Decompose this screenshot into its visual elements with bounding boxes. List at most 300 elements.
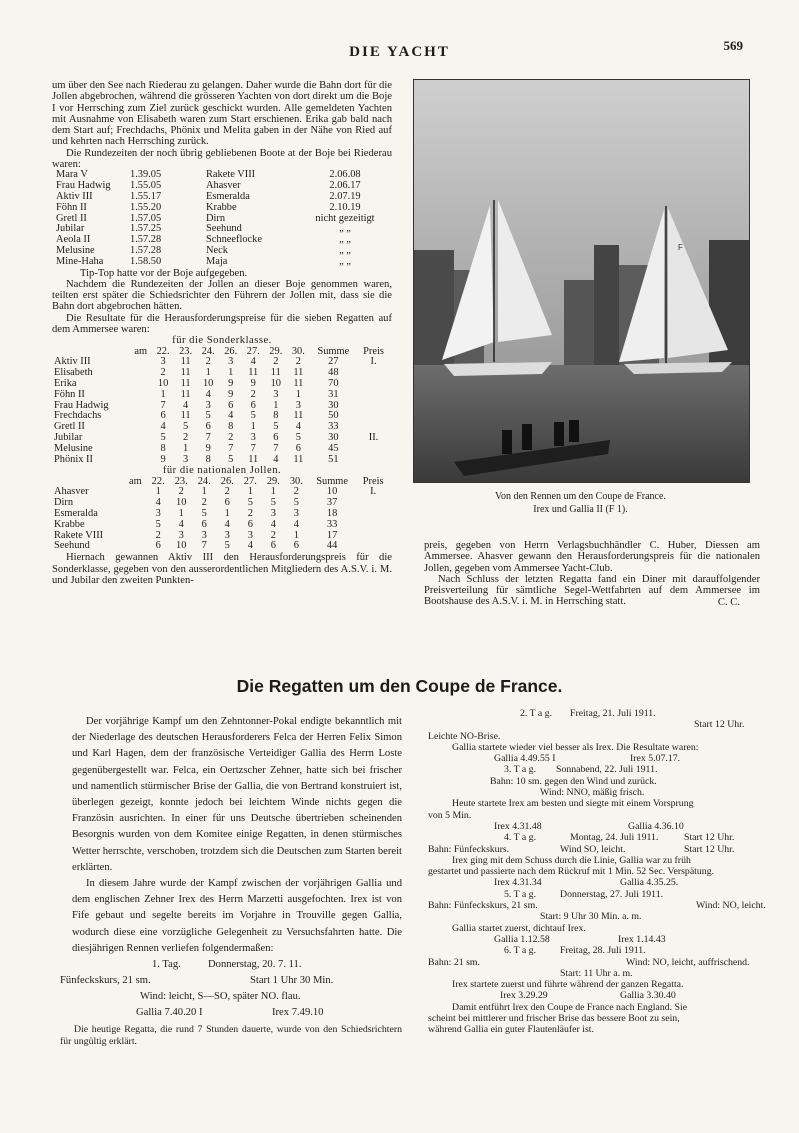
text-fragment: Sonnabend, 22. Juli 1911. <box>556 764 658 776</box>
running-title: DIE YACHT <box>349 44 450 60</box>
table-row <box>54 203 392 214</box>
text-fragment: Damit entführt Irex den Coupe de France nach England. Sie <box>452 1001 688 1013</box>
table-cell: Schneeflocke <box>206 234 262 246</box>
table-cell: 2 <box>270 529 276 541</box>
table-cell <box>130 368 152 379</box>
text-fragment: Wind SO, leicht. <box>560 843 626 855</box>
table-header-cell: 30. <box>291 345 305 357</box>
buoy-times-table <box>54 170 392 267</box>
table-cell: 6 <box>155 540 161 552</box>
table-cell: 5 <box>247 497 253 509</box>
text-line <box>420 968 772 979</box>
table-cell: 5 <box>293 497 299 509</box>
table-cell: 2.06.17 <box>329 180 361 192</box>
table-cell: Mara V <box>56 169 88 181</box>
table-cell: 5 <box>155 518 161 530</box>
table-cell: 33 <box>328 421 339 433</box>
text-line <box>420 821 772 832</box>
text-fragment: Freitag, 21. Juli 1911. <box>570 708 656 719</box>
table-cell: Ahasver <box>54 486 89 498</box>
table-cell: 48 <box>328 367 339 379</box>
table-cell: Krabbe <box>206 201 237 213</box>
table-cell: 5 <box>201 508 207 520</box>
table-cell <box>356 520 390 531</box>
text-fragment: Bahn: 21 sm. <box>428 956 480 968</box>
table-cell: Melusine <box>56 244 95 256</box>
table-header-cell: Preis <box>362 475 384 487</box>
table-cell: 70 <box>328 378 339 390</box>
text-line <box>420 1024 772 1035</box>
table-cell: 8 <box>228 421 234 433</box>
text-fragment: Gallia startete wieder viel besser als Irex. Die Resultate waren: <box>452 741 699 753</box>
text-fragment: Irex startete zuerst und führte während der ganzen Regatta. <box>452 979 684 991</box>
table-cell <box>124 520 147 531</box>
table-cell: Jubilar <box>54 432 83 443</box>
table-cell: Erika <box>54 378 77 390</box>
text-fragment: Wind: NO, leicht, auffrischend. <box>626 956 750 968</box>
race-result-line <box>72 1005 402 1021</box>
text-line <box>420 753 772 764</box>
table-cell: Aktiv III <box>56 190 93 202</box>
table-cell: 6 <box>247 518 253 530</box>
sailing-photo <box>413 79 750 483</box>
table-cell: I. <box>370 486 377 498</box>
sailboats-illustration <box>414 80 749 482</box>
article-heading: Die Regatten um den Coupe de France. <box>236 676 563 696</box>
table-cell: 4 <box>160 421 166 433</box>
table-cell: Esmeralda <box>54 508 98 520</box>
table-cell: 6 <box>293 540 299 552</box>
text-line <box>420 742 772 753</box>
table-cell: 3 <box>155 508 161 520</box>
table-cell: 1 <box>201 486 207 498</box>
page-number: 569 <box>723 38 743 53</box>
text-fragment: Start 12 Uhr. <box>684 843 735 855</box>
table-row <box>52 487 390 498</box>
text-fragment: Start 12 Uhr. <box>684 832 735 844</box>
table-cell: 18 <box>326 508 338 520</box>
table-cell: 33 <box>326 518 338 530</box>
table-cell: 7 <box>205 432 211 443</box>
table-cell <box>357 390 390 401</box>
table-cell: 7 <box>273 442 279 454</box>
text-fragment: 2. T a g. <box>520 708 553 719</box>
text-fragment: Wind: NO, leicht. <box>696 900 766 912</box>
table-cell: 2 <box>273 356 279 368</box>
table-cell: Frau Hadwig <box>56 180 111 192</box>
table-cell: Maja <box>206 255 228 267</box>
paragraph: Der vorjährige Kampf um den Zehntonner-Pokal endigte bekanntlich mit der Niederlage des deutschen Herausforderers Felca der Herren Felix Simon und Karl Hagen, dem der französische Verteidiger Gallia des Herrn Loste gegenübergestellt war. Felca, ein Oertzscher Zehner, hatte sich bei frischer und namentlich stürmischer Brise der Gallia, die von Bertrand konstruiert ist, überlegen gezeigt, konnte jedoch bei leichtem Winde nichts gegen die Französin ausrichten. In einer für uns Deutsche übertrieben scheinenden Besorgnis wurden von dem Komitee einige Regatten, in denen stürmisches Wetter herrschte, verschoben, trotzdem sich die Deutschen zum Starten bereit erklärten. <box>72 716 402 873</box>
text-line <box>420 787 772 798</box>
text-fragment: gestartet und passierte nach dem Rückruf mit 1 Min. 52 Sec. Verspätung. <box>428 866 715 878</box>
table-cell <box>130 390 152 401</box>
table-cell: 9 <box>250 378 256 390</box>
table-cell: 3 <box>224 529 230 541</box>
table-header-cell: 24. <box>197 475 211 487</box>
table-cell: II. <box>368 432 379 443</box>
table-cell: „ „ <box>339 244 351 256</box>
race-wind: Wind: leicht, S—SO, später NO. flau. <box>140 991 301 1003</box>
table-cell: 2 <box>160 367 166 379</box>
table-cell <box>130 444 152 455</box>
table-cell: 2 <box>295 356 301 368</box>
table-cell: 8 <box>205 453 211 465</box>
page-header <box>0 38 799 64</box>
table-cell: 4 <box>224 518 230 530</box>
table-header-cell: am <box>128 475 142 487</box>
table-header-cell: 27. <box>246 345 260 357</box>
text-line <box>420 877 772 888</box>
text-fragment: während Gallia ein guter Flautenläufer ist. <box>428 1024 594 1036</box>
text-line <box>420 934 772 945</box>
table-cell: 8 <box>273 410 279 422</box>
table-cell <box>356 541 390 552</box>
table-cell: 5 <box>270 497 276 509</box>
table-cell: 2 <box>228 432 234 443</box>
jollen-results-table <box>52 477 390 553</box>
text-fragment: Leichte NO-Brise. <box>428 730 501 742</box>
table-cell: 2 <box>178 486 184 498</box>
table-header-cell: 29. <box>266 475 280 487</box>
text-line <box>420 1013 772 1024</box>
table-cell: 27 <box>328 356 339 368</box>
table-cell: 5 <box>228 453 234 465</box>
table-cell: 1 <box>205 367 211 379</box>
table-row <box>52 390 390 401</box>
text-line <box>420 900 772 911</box>
text-line <box>420 731 772 742</box>
text-line <box>420 911 772 922</box>
table-cell: 5 <box>205 410 211 422</box>
text-line <box>420 832 772 843</box>
race-day-line <box>72 957 402 973</box>
table-cell: 6 <box>205 421 211 433</box>
table-cell: 4 <box>205 388 211 400</box>
table-cell: Föhn II <box>56 201 87 213</box>
table-row <box>52 357 390 368</box>
table-cell: 1 <box>178 508 184 520</box>
table-cell: „ „ <box>339 223 351 235</box>
table-cell: 10 <box>270 378 281 390</box>
table-cell: 11 <box>293 367 304 379</box>
text-fragment: 6. T a g. <box>504 945 537 957</box>
table-row <box>54 257 392 268</box>
text-line <box>420 979 772 990</box>
text-line <box>420 889 772 900</box>
text-fragment: Irex 4.31.34 <box>494 877 542 889</box>
table-cell: 9 <box>205 442 211 454</box>
table-cell: 4 <box>155 497 161 509</box>
table-cell: 1 <box>224 508 230 520</box>
table-cell: 3 <box>270 508 276 520</box>
table-cell: 3 <box>293 508 299 520</box>
table-cell: 4 <box>293 518 299 530</box>
text-line <box>420 957 772 968</box>
table-cell: 7 <box>160 399 166 411</box>
table-cell: Aktiv III <box>54 356 91 368</box>
table-cell: 9 <box>160 453 166 465</box>
table-cell: Seehund <box>54 540 90 552</box>
sail-mark: F <box>678 243 683 252</box>
text-line <box>420 1002 772 1013</box>
table-cell: 1 <box>295 388 301 400</box>
table-cell: 1.57.28 <box>130 244 162 256</box>
paragraph: Hiernach gewannen Aktiv III den Herausforderungspreis für die Sonderklasse, gegeben von den ausserordentlichen Mitgliedern des A.S.V. i. M. und Jubilar den zweiten Punkten- <box>52 552 392 586</box>
table-cell <box>124 541 147 552</box>
text-line <box>420 708 772 719</box>
right-column-top <box>424 540 760 608</box>
table-cell: 6 <box>228 399 234 411</box>
text-line <box>420 776 772 787</box>
paragraph: Die heutige Regatta, die rund 7 Stunden dauerte, wurde von den Schiedsrichtern für ungültig erklärt. <box>60 1024 402 1047</box>
table-cell: 11 <box>180 367 191 379</box>
table-cell: 11 <box>293 378 304 390</box>
table-cell: Dirn <box>206 212 226 224</box>
race-day-date: Donnerstag, 20. 7. 11. <box>208 959 302 971</box>
text-fragment: Start 12 Uhr. <box>694 719 745 731</box>
table-header-cell: 27. <box>243 475 257 487</box>
table-cell: 2 <box>293 486 299 498</box>
table-cell: 1.55.17 <box>130 190 162 202</box>
table-cell: 4 <box>270 518 276 530</box>
table-cell: 4 <box>178 518 184 530</box>
text-line <box>420 844 772 855</box>
paragraph: Tip-Top hatte vor der Boje aufgegeben. <box>80 267 248 279</box>
table-cell: 45 <box>328 442 339 454</box>
table-cell: Gretl II <box>56 212 87 224</box>
table-header-cell: 22. <box>151 475 165 487</box>
table-row <box>52 411 390 422</box>
table-cell: 11 <box>248 367 259 379</box>
table-cell: 6 <box>250 399 256 411</box>
text-fragment: Wind: NNO, mäßig frisch. <box>540 787 645 799</box>
text-fragment: Gallia 1.12.58 <box>494 933 550 945</box>
text-line <box>420 810 772 821</box>
table-cell: 2 <box>205 356 211 368</box>
table-cell: 8 <box>160 442 166 454</box>
text-fragment: scheint bei mittlerer und frischer Brise das bessere Boot zu sein, <box>428 1013 680 1025</box>
table-cell: 2.10.19 <box>329 201 361 213</box>
paragraph: um über den See nach Riederau zu gelangen. Daher wurde die Bahn dort für die Jollen abgebrochen, während die grösseren Yachten von dort direkt um die Boje I vor Herrsching zum Ziel zurück geschickt wurden. Alle gemeldeten Yachten mit Ausnahme von Elisabeth waren zum Start erschienen. Erika gab bald nach dem Start auf; Frechdachs, Phönix und Melita gaben in der Nähe von Ried auf und kehrten nach Herrsching zurück. <box>52 80 392 148</box>
sonderklasse-results-table <box>52 347 390 466</box>
table-cell: Frechdachs <box>54 410 102 422</box>
race-course-line <box>60 973 402 989</box>
race-result: Gallia 7.40.20 I <box>136 1007 203 1019</box>
table-cell: 6 <box>270 540 276 552</box>
lower-right-column <box>420 708 772 1036</box>
paragraph: Die Rundezeiten der noch übrig gebliebenen Boote at der Boje bei Riederau waren: <box>52 147 392 171</box>
table-cell: 2 <box>224 486 230 498</box>
text-fragment: Gallia 3.30.40 <box>620 990 676 1002</box>
text-fragment: Irex ging mit dem Schuss durch die Linie, Gallia war zu früh <box>452 854 691 866</box>
table-cell: 4 <box>183 399 189 411</box>
table-cell: 3 <box>201 529 207 541</box>
left-column-top <box>52 80 392 586</box>
table-header-cell: 22. <box>156 345 170 357</box>
table-cell: 11 <box>293 453 304 465</box>
table-row <box>52 498 390 509</box>
table-header-cell: am <box>134 345 148 357</box>
table-cell: 1 <box>273 399 279 411</box>
text-line <box>420 945 772 956</box>
table-cell: 2 <box>183 432 189 443</box>
table-cell: 11 <box>293 410 304 422</box>
caption-line: Irex und Gallia II (F 1). <box>533 504 628 515</box>
table-cell <box>130 422 152 433</box>
table-cell: 1 <box>155 486 161 498</box>
table-cell <box>130 401 152 412</box>
signature: C. C. <box>717 596 740 608</box>
table-cell: 6 <box>273 432 279 443</box>
table-cell: 1.55.20 <box>130 201 162 213</box>
table-header-cell: 26. <box>220 475 234 487</box>
paragraph: In diesem Jahre wurde der Kampf zwischen der vorjährigen Gallia und dem englischen Zehner Irex des Herrn Marzetti ausgefochten. Irex ist von Fife gebaut und segelte bereits im Vorjahre in Trouville gegen Gallia, wodurch diese eine vorzügliche Gelegenheit zu Versuchsfahrten hatte. Die diesjährigen Rennen verliefen folgendermaßen: <box>72 878 402 954</box>
table-cell: 5 <box>183 421 189 433</box>
text-fragment: Gallia 4.49.55 I <box>494 753 556 765</box>
table-header-cell: Preis <box>363 345 384 357</box>
table-cell: 10 <box>202 378 214 390</box>
table-cell: I. <box>370 356 377 368</box>
table-cell: Krabbe <box>54 518 85 530</box>
table-cell: 11 <box>180 388 191 400</box>
table-cell: 2 <box>155 529 161 541</box>
table-cell <box>357 411 390 422</box>
table-cell: 6 <box>160 410 166 422</box>
table-cell: 1.39.05 <box>130 169 162 181</box>
text-fragment: Irex 3.29.29 <box>500 990 548 1002</box>
table-row <box>52 379 390 390</box>
paragraph: Nach Schluss der letzten Regatta fand ein Diner mit darauffolgender Preisverteilung für sämtliche Segel-Wettfahrten auf dem Ammersee im Bootshause des A.S.V. i. M. in Herrsching statt. <box>424 573 760 608</box>
table-header-cell: 30. <box>289 475 303 487</box>
text-fragment: Irex 4.31.48 <box>494 820 542 832</box>
table-cell: 3 <box>160 356 166 368</box>
table-cell <box>124 509 147 520</box>
table-header-cell: 24. <box>201 345 215 357</box>
race-wind-line <box>72 989 402 1005</box>
table-cell: 30 <box>328 432 339 443</box>
table-cell <box>130 357 152 368</box>
table-cell: 3 <box>250 432 256 443</box>
text-line <box>420 764 772 775</box>
table-row <box>52 401 390 412</box>
race-course: Fünfeckskurs, 21 sm. <box>60 975 151 987</box>
table-cell: 7 <box>201 540 207 552</box>
table-cell: Elisabeth <box>54 367 93 379</box>
table-cell <box>357 401 390 412</box>
text-fragment: von 5 Min. <box>428 809 472 821</box>
text-line <box>420 990 772 1001</box>
table-cell <box>357 379 390 390</box>
table-cell: 3 <box>205 399 211 411</box>
table-cell: 3 <box>247 529 253 541</box>
table-cell: 1 <box>247 486 253 498</box>
text-fragment: Irex 5.07.17. <box>630 753 681 765</box>
table-cell: 9 <box>228 388 234 400</box>
table-row <box>52 444 390 455</box>
table-cell: Ahasver <box>206 180 241 192</box>
table-cell: 10 <box>157 378 169 390</box>
text-fragment: Montag, 24. Juli 1911. <box>570 832 659 844</box>
table-header-cell: 29. <box>269 345 283 357</box>
text-fragment: Bahn: Fünfeckskurs. <box>428 843 510 855</box>
table-cell: 51 <box>328 453 339 465</box>
table-cell <box>130 433 152 444</box>
table-cell: 1 <box>250 421 256 433</box>
table-row <box>52 422 390 433</box>
text-line <box>420 719 772 730</box>
table-cell: 1 <box>270 486 276 498</box>
table-cell: 1 <box>293 529 299 541</box>
table-cell: 6 <box>295 442 301 454</box>
text-line <box>420 855 772 866</box>
table-cell: 3 <box>228 356 234 368</box>
table-title: für die nationalen Jollen. <box>162 465 282 477</box>
table-cell: 37 <box>326 497 338 509</box>
table-row <box>52 541 390 552</box>
race-result: Irex 7.49.10 <box>272 1007 324 1019</box>
table-header-row <box>52 477 390 488</box>
table-cell: 4 <box>247 540 253 552</box>
text-fragment: Freitag, 28. Juli 1911. <box>560 945 646 957</box>
table-cell: „ „ <box>339 255 351 267</box>
table-header-cell: Summe <box>317 345 350 357</box>
table-cell: 9 <box>228 378 234 390</box>
table-cell: 1.57.05 <box>130 212 162 224</box>
table-cell: Phönix II <box>54 453 93 465</box>
table-cell: 30 <box>328 399 339 411</box>
table-header-cell: 26. <box>224 345 238 357</box>
table-row <box>52 455 390 466</box>
table-title: für die Sonderklasse. <box>172 335 272 347</box>
table-cell <box>130 455 152 466</box>
table-header-cell: 23. <box>179 345 193 357</box>
table-cell <box>356 509 390 520</box>
table-cell: nicht gezeitigt <box>315 212 375 224</box>
table-cell: 4 <box>228 410 234 422</box>
table-cell: 11 <box>248 453 259 465</box>
table-row <box>52 433 390 444</box>
table-cell: Gretl II <box>54 421 85 433</box>
table-header-row <box>52 347 390 358</box>
table-cell: 5 <box>250 410 256 422</box>
table-cell: Seehund <box>206 223 242 235</box>
table-cell: 3 <box>295 399 301 411</box>
table-cell: 5 <box>224 540 230 552</box>
table-cell: 2 <box>250 388 256 400</box>
text-fragment: Gallia 4.36.10 <box>628 820 684 832</box>
table-cell: Rakete VIII <box>206 169 256 181</box>
table-cell <box>124 487 147 498</box>
table-cell: Neck <box>206 244 228 256</box>
text-fragment: Start: 11 Uhr a. m. <box>560 967 633 979</box>
lower-left-column <box>60 714 402 1047</box>
text-fragment: Heute startete Irex am besten und siegte mit einem Vorsprung <box>452 798 694 810</box>
table-cell: Melusine <box>54 442 93 454</box>
paragraph: preis, gegeben von Herrn Verlagsbuchhändler C. Huber, Diessen am Ammersee. Ahasver gewann den Herausforderungspreis für die nationalen Jollen, gegeben vom Ammersee Yacht-Club. <box>424 540 760 574</box>
table-cell: 1.58.50 <box>130 255 162 267</box>
text-line <box>420 798 772 809</box>
caption-line: Von den Rennen um den Coupe de France. <box>495 491 666 502</box>
table-cell: 6 <box>224 497 230 509</box>
table-cell: 31 <box>328 388 339 400</box>
table-cell: 3 <box>183 453 189 465</box>
table-cell <box>124 531 147 542</box>
table-header-cell: Summe <box>316 475 348 487</box>
text-line <box>420 923 772 934</box>
table-cell: 6 <box>201 518 207 530</box>
text-fragment: 3. T a g. <box>504 764 537 776</box>
table-cell: Föhn II <box>54 388 85 400</box>
